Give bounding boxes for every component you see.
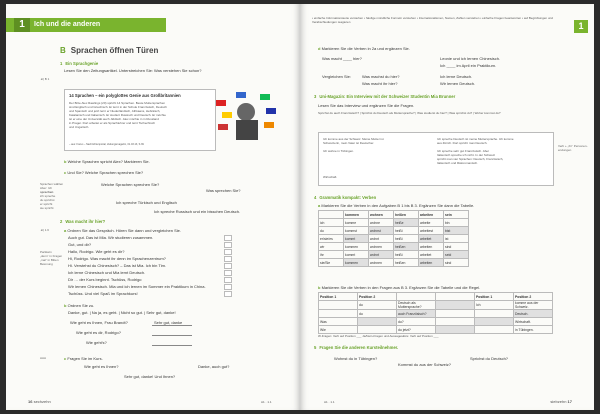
sentence: Ich ____ im April ein Praktikum. [440,63,497,68]
article-line: Der Brite Alex Rawlings (20) spricht 14 Sprachen. Beste Muttersprachen [69,101,166,105]
number-box[interactable] [224,242,232,248]
table-cell[interactable]: bin [444,219,469,227]
table-cell[interactable] [475,318,514,326]
table-cell[interactable]: arbeitet [419,251,444,259]
table-header-cell: kommen [344,211,369,219]
number-box[interactable] [224,291,232,297]
section-title: B Sprachen öffnen Türen [60,46,159,55]
dialog-line: Wir lernen Chinesisch. Mia und ich lernen im Sommer ein Praktikum in China. [68,284,206,289]
article-photo [216,90,278,142]
exercise-1b-instruction: b Welche Sprachen spricht Alex? Markieren Sie. [64,159,150,164]
article-line: ist er eine der Universität auch Jiddisch. Alex möchte in in Russland [69,117,159,121]
table-header-cell: Position 1 [319,293,358,301]
table-cell[interactable]: heißen [394,243,419,251]
table-cell[interactable] [475,326,514,334]
table-cell[interactable]: wohnen [369,243,394,251]
table-header-cell: Position 2 [358,293,397,301]
table-cell[interactable]: er/sie/es [319,235,344,243]
exercise-d-instruction: d Markieren Sie die Verben in 2a und ergänzen Sie. [318,46,410,51]
table-row [319,235,469,243]
table-header-cell: Position 2 [514,293,553,301]
table-cell[interactable] [436,301,475,310]
table-cell[interactable]: ihr [319,251,344,259]
table-cell[interactable] [319,310,358,318]
table-cell[interactable]: arbeitet [419,235,444,243]
number-box[interactable] [224,263,232,269]
goals-text: • einfache Informationstexte verstehen • häufige mündliche Formeln verstehen • Internationalismen, Namen, Zahlen verstehen • einfache Fragen beantworten • auf Begrüßungen und Verabschiedungen reagieren [312,16,553,24]
table-cell[interactable] [358,326,397,334]
sidebar-note-partikeln: Partikeln „denn“ in Fragen „mal“ in Bitten Betonung [40,250,63,266]
table-cell[interactable] [475,310,514,318]
exercise-1c-instruction: c Und Sie? Welche Sprachen sprechen Sie? [64,170,144,175]
compare-label: Vergleichen Sie: [322,74,351,79]
answer-line [152,325,192,326]
book-spread [6,4,594,410]
exercise-1-title: 1 Ein Sprachgenie [60,61,99,66]
table-cell[interactable]: arbeiten [419,243,444,251]
table-header-cell: Position 1 [475,293,514,301]
sentence: Was macht ____ hier? [322,56,362,61]
interview-line: aus Zürich. Dort spricht man Deutsch. [437,141,488,145]
dialog-line: Hi, Rodrigo. Was macht ihr denn im Sprachenzentrum? [68,256,166,261]
table-header-cell: arbeiten [419,211,444,219]
table-cell[interactable]: Wie [319,326,358,334]
audio-icon: ◄) B 1 [40,77,50,81]
table-cell[interactable]: heißt [394,235,419,243]
speech-bubble: Wohnst du in Tübingen? [334,356,378,361]
exercise-2b-options: Danke, gut. | Na ja, es geht. | Nicht so gut. | Sehr gut, danke! [68,310,176,315]
number-box[interactable] [224,256,232,262]
dialog-line: Dir … der Kurs beginnt. Tschüss, Rodrigo [68,277,142,282]
article-line: in Prager. Dort arbeitet er als Sprachlehrer und lernt Tschechisch [69,121,155,125]
exercise-3-options: Sprichst du auch Französisch? | Sprichst du Deutsch als Muttersprache? | Was studierst du hier? | Was sprichst du? | Woher kommst du? [318,111,501,115]
chapter-number: 1 [14,18,30,32]
goal-item: einfache Informationstexte verstehen [313,16,364,20]
table-cell[interactable]: wohne [369,219,394,227]
exercise-2b-instruction: b Ordnen Sie zu. [64,303,95,308]
dialog-line: Tschüss. Und viel Spaß im Sprachkurs! [68,291,138,296]
number-box[interactable] [224,277,232,283]
chapter-title: Ich und die anderen [34,21,101,28]
speech-bubble: Wie geht es Ihnen? [84,364,119,369]
table-cell[interactable]: heißt [394,227,419,235]
table-row [319,318,553,326]
table-cell[interactable]: komme [344,219,369,227]
table-cell[interactable] [436,318,475,326]
table-cell[interactable]: Ich [475,301,514,310]
table-header-cell [436,293,475,301]
number-box[interactable] [224,235,232,241]
table-cell[interactable]: sind [444,259,469,267]
number-box[interactable] [224,284,232,290]
verb-table [318,210,469,267]
exercise-4a-instruction: a Markieren Sie die Verben in den Aufgaben B 1 bis B 3. Ergänzen Sie dann die Tabelle. [318,203,475,208]
interview-line: Wirtschaft. [323,175,338,179]
table-cell[interactable]: ich [319,219,344,227]
table-cell[interactable]: du [319,227,344,235]
level-label: A1 · 1.1 [261,400,272,404]
table-cell[interactable]: wir [319,243,344,251]
table-cell[interactable]: bist [444,227,469,235]
page-number: 16 sechzehn [28,399,51,404]
speech-bubble: Sehr gut, danke! Und Ihnen? [124,374,176,379]
table-cell[interactable]: Wirtschaft. [514,318,553,326]
answer-line [152,345,192,346]
dialog-line: Gut, und dir? [68,242,92,247]
level-label: A1 · 1.1 [324,400,335,404]
table-row [319,243,469,251]
sentence: Leonie und ich lernen Chinesisch. [440,56,501,61]
table-cell[interactable]: du [358,301,397,310]
table-header-cell: heißen [394,211,419,219]
speech-bubble: Ich spreche Türkisch und Englisch [116,200,177,205]
position-table [318,292,553,334]
goal-item: einfache Fragen beantworten [482,16,522,20]
table-row [319,219,469,227]
speech-bubble: Sprichst du Deutsch? [470,356,509,361]
page-number: siebzehn 17 [550,399,572,404]
article-line: und Spanisch und jetzt lernt er Niederländisch, Afrikaans, Hebräisch, [69,109,161,113]
table-row [319,251,469,259]
speech-bubble: Danke, auch gut? [198,364,230,369]
table-cell[interactable]: kommt [344,251,369,259]
table-cell[interactable]: du [358,310,397,318]
table-cell[interactable]: du jetzt? [397,326,436,334]
table-cell[interactable]: arbeitest [419,227,444,235]
table-cell[interactable]: kommen [344,243,369,251]
exercise-2-title: 2 Was macht ihr hier? [60,219,106,224]
table-cell[interactable]: kommt [344,235,369,243]
dialog-line: Hallo, Rodrigo. Wie geht es dir? [68,249,125,254]
table-cell[interactable] [358,318,397,326]
interview-line: spricht man vier Sprachen: Deutsch, Französisch, [437,157,504,161]
table-row [319,227,469,235]
table-cell[interactable]: wohnt [369,251,394,259]
goal-item: Internationalismen, Namen, Zahlen verstehen [418,16,480,20]
right-page [300,4,594,410]
dialog-line: Hi. Verstehst du Chinesisch? – Das ist Mia. Ich bin Tim. [68,263,167,268]
exercise-2a-instruction: a Ordnen Sie das Gespräch. Hören Sie dann und vergleichen Sie. [64,228,181,233]
table-cell[interactable]: kommen [344,259,369,267]
table-cell[interactable] [436,326,475,334]
article-title: 14 Sprachen – ein polyglottes Genie aus Großbritannien [69,93,181,98]
table-cell[interactable]: sie/Sie [319,259,344,267]
table-header-cell: wohnen [369,211,394,219]
speech-bubble: Ich spreche Russisch und ein bisschen Deutsch. [154,209,241,214]
table-header-cell [397,293,436,301]
learning-goals [312,16,562,24]
table-cell[interactable] [319,301,358,310]
table-cell[interactable]: wohnt [369,235,394,243]
interview-line: Ich wohne in Tübingen. [323,149,354,153]
exercise-2b-question: Wie geht es Ihnen, Frau Brandt? [70,320,128,325]
sentence: Was machst du hier? [362,74,400,79]
article-box [64,89,216,151]
answer-handwritten: Sehr gut, danke [154,320,183,325]
article-source: – aus: Focus – Nachrichtenportal, Zeitungsmagazin, 01.03.13, S.39 [69,143,144,146]
interview-line: Italienisch und Rätoromanisch. [437,161,479,165]
exercise-1a-instruction: Lesen Sie den Zeitungsartikel. Unterstreichen Sie: Was verstehen Sie schon? [64,68,202,73]
table-cell[interactable]: wohnen [369,259,394,267]
table-cell[interactable]: ist [444,235,469,243]
table-cell[interactable]: sind [444,243,469,251]
table-cell[interactable]: heißt [394,251,419,259]
table-cell[interactable]: arbeiten [419,259,444,267]
sidebar-note-sprechen: Sprachen wählen Aber: Ich sprechen ich spreche du sprichst er spricht sie spricht [40,182,64,210]
chapter-number-right: 1 [574,20,588,33]
sentence: Wir lernen Deutsch. [440,81,476,86]
grammar-rule: W-Fragen: Verb auf Position ___ Ja/Nein-Fragen und Aussagesätze: Verb auf Position ___ [318,334,439,338]
exercise-2b-question: Wie geht's? [86,340,107,345]
interview-line: Ich komme aus der Schweiz. Meine Mutter ist [323,137,384,141]
article-line: und Ungarisch. [69,125,90,129]
speech-bubble: Kommst du aus der Schweiz? [398,362,451,367]
interview-line: Ich spreche sehr gut Französisch. Aber [437,149,490,153]
table-cell[interactable]: Deutsch. [514,310,553,318]
table-row [319,310,553,318]
dialog-line: Ich lerne Chinesisch und Mia lernt Deutsch. [68,270,146,275]
table-cell[interactable]: Deutsch als Muttersprache? [397,301,436,310]
sentence: Was macht ihr hier? [362,81,398,86]
table-header-cell: sein [444,211,469,219]
interview-box [318,132,554,186]
interview-line: Ich spreche Deutsch ist meine Muttersprache. Ich komme [437,137,514,141]
exercise-2b-question: Wie geht es dir, Rodrigo? [76,330,121,335]
table-cell[interactable]: heißen [394,259,419,267]
table-row [319,259,469,267]
table-cell[interactable]: heiße [394,219,419,227]
sentence: Ich lerne Deutsch. [440,74,473,79]
table-cell[interactable]: komme aus der Schweiz. [514,301,553,310]
table-cell[interactable]: wohnst [369,227,394,235]
number-box[interactable] [224,249,232,255]
table-header-cell [319,211,344,219]
table-cell[interactable]: seid [444,251,469,259]
exercise-4b-instruction: b Markieren Sie die Verben in den Fragen aus B 3. Ergänzen Sie die Tabelle und die Regel. [318,285,481,290]
table-cell[interactable]: Was [319,318,358,326]
left-page [6,4,300,410]
dialog-line: Auch gut. Das ist Mia. Wir studieren zusammen. [68,235,154,240]
audio-icon: ◄) 1.6 [40,228,49,232]
speech-bubble: Welche Sprachen sprechen Sie? [101,182,160,187]
sidebar-note-verb: Verb + „ihr“ Personen- endungen [558,144,588,152]
table-row [319,301,553,310]
speech-bubble: Was sprechen Sie? [206,188,241,193]
table-cell[interactable]: auch Französisch? [397,310,436,318]
interview-line: Schweizerin, mein Vater ist Deutscher. [323,141,375,145]
article-line: Katalanisch und Italienisch. Er studiert Russisch und Deutsch. Er möchte [69,113,166,117]
exercise-3-instruction: Lesen Sie das Interview und ergänzen Sie die Fragen. [318,103,415,108]
exercise-4-title: 4 Grammatik kompakt: Verben [314,195,377,200]
exercise-3-title: 3 Uni-Magazin: Ein Interview mit der Schweizer Studentin Mia Brunner [314,94,456,99]
table-cell[interactable] [436,310,475,318]
article-line: sind Englisch und Griechisch. Er lernt in der Schule Französisch, Deutsch [69,105,167,109]
exercise-2c-instruction: c Fragen Sie im Kurs. [64,356,103,361]
interview-line: Italienisch spreche ich nicht. In der Schweiz [437,153,496,157]
table-row [319,326,553,334]
exercise-5-title: 5 Fragen Sie die anderen Kursteilnehmer. [314,345,399,350]
table-cell[interactable]: kommst [344,227,369,235]
pair-icon: AAA [40,356,47,360]
goal-item: häufige mündliche Formeln verstehen [365,16,417,20]
answer-line [152,335,192,336]
goal-item: auf Begrüßungen und Verabschiedungen reagieren [312,16,553,24]
number-box[interactable] [224,270,232,276]
table-cell[interactable]: du? [397,318,436,326]
table-cell[interactable]: in Tübingen. [514,326,553,334]
table-cell[interactable]: arbeite [419,219,444,227]
